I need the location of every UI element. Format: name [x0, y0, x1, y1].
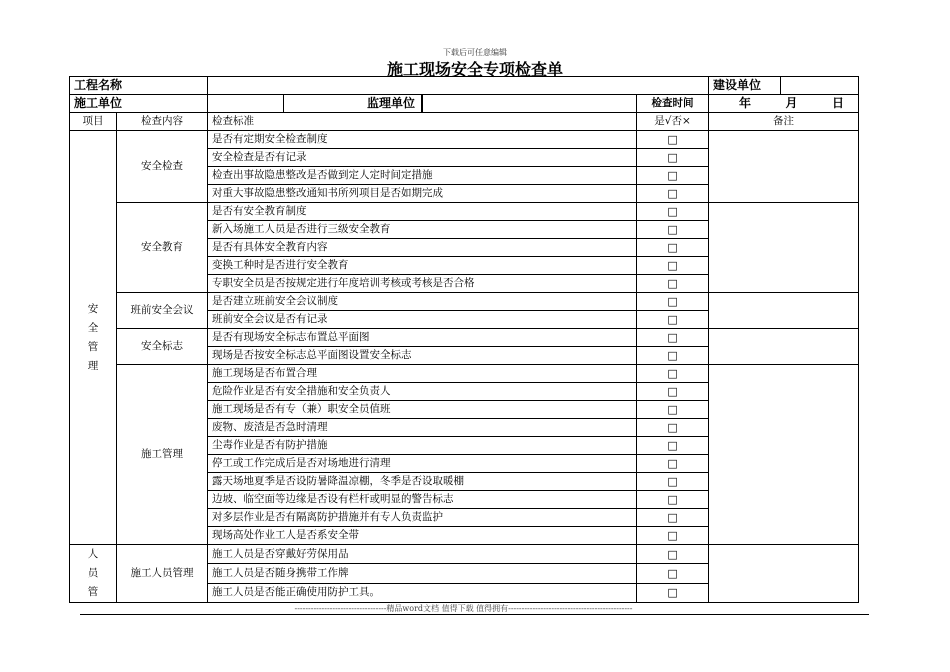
yes-no-checkbox[interactable]: □: [637, 185, 709, 203]
yes-no-checkbox[interactable]: □: [637, 383, 709, 401]
check-standard-text: 施工现场是否有专（兼）职安全员值班: [208, 401, 637, 419]
yes-no-checkbox[interactable]: □: [637, 365, 709, 383]
yes-no-checkbox[interactable]: □: [637, 239, 709, 257]
check-standard-text: 边坡、临空面等边缘是否设有栏杆或明显的警告标志: [208, 491, 637, 509]
footer-text: ----------------------------------精品word文档 值得下载 值得拥有----------------------------------------------: [294, 604, 633, 613]
table-row: [70, 131, 859, 149]
project-name-value[interactable]: [208, 77, 709, 95]
project-name-label: 工程名称: [70, 77, 208, 95]
check-content-label: 安全标志: [117, 329, 208, 365]
supervision-unit-value[interactable]: [423, 95, 636, 112]
remark-cell[interactable]: [709, 545, 859, 603]
check-content-label: 施工管理: [117, 365, 208, 545]
yes-no-checkbox[interactable]: □: [637, 564, 709, 583]
col-remark: 备注: [709, 113, 859, 131]
check-standard-text: 新入场施工人员是否进行三级安全教育: [208, 221, 637, 239]
check-standard-text: 施工人员是否能正确使用防护工具。: [208, 583, 637, 602]
yes-no-checkbox[interactable]: □: [637, 329, 709, 347]
check-standard-text: 检查出事故隐患整改是否做到定人定时间定措施: [208, 167, 637, 185]
check-content-label: 安全检查: [117, 131, 208, 203]
table-row: [70, 329, 859, 347]
section-item-label: [70, 545, 117, 603]
col-standard: 检查标准: [208, 113, 637, 131]
yes-no-checkbox[interactable]: □: [637, 167, 709, 185]
yes-no-checkbox[interactable]: □: [637, 527, 709, 545]
remark-cell[interactable]: [709, 131, 859, 203]
check-standard-text: 对重大事故隐患整改通知书所列项目是否如期完成: [208, 185, 637, 203]
check-standard-text: 停工或工作完成后是否对场地进行清理: [208, 455, 637, 473]
section-item-label: [70, 131, 117, 545]
check-standard-text: 废物、废渣是否急时清理: [208, 419, 637, 437]
yes-no-checkbox[interactable]: □: [637, 509, 709, 527]
check-standard-text: 是否有定期安全检查制度: [208, 131, 637, 149]
col-yesno: 是√否×: [637, 113, 709, 131]
remark-cell[interactable]: [709, 365, 859, 545]
check-standard-text: 现场是否按安全标志总平面图设置安全标志: [208, 347, 637, 365]
check-standard-text: 是否有安全教育制度: [208, 203, 637, 221]
yes-no-checkbox[interactable]: □: [637, 293, 709, 311]
check-standard-text: 班前安全会议是否有记录: [208, 311, 637, 329]
check-standard-text: 对多层作业是否有隔离防护措施并有专人负责监护: [208, 509, 637, 527]
page-title: 施工现场安全专项检查单: [386, 60, 563, 79]
yes-no-checkbox[interactable]: □: [637, 131, 709, 149]
yes-no-checkbox[interactable]: □: [637, 347, 709, 365]
check-standard-text: 危险作业是否有安全措施和安全负责人: [208, 383, 637, 401]
supervision-unit-label: 监理单位: [367, 96, 416, 110]
yes-no-checkbox[interactable]: □: [637, 203, 709, 221]
build-unit-label: 建设单位: [709, 77, 781, 94]
construction-unit-value[interactable]: [208, 95, 284, 112]
section-item-text: 人员管: [87, 548, 99, 598]
remark-cell[interactable]: [709, 293, 859, 329]
col-content: 检查内容: [117, 113, 208, 131]
yes-no-checkbox[interactable]: □: [637, 437, 709, 455]
check-standard-text: 是否有现场安全标志布置总平面图: [208, 329, 637, 347]
yes-no-checkbox[interactable]: □: [637, 545, 709, 564]
yes-no-checkbox[interactable]: □: [637, 401, 709, 419]
year-label: 年: [739, 96, 752, 110]
check-content-label: 施工人员管理: [117, 545, 208, 603]
remark-cell[interactable]: [709, 329, 859, 365]
check-standard-text: 是否有具体安全教育内容: [208, 239, 637, 257]
check-standard-text: 安全检查是否有记录: [208, 149, 637, 167]
watermark-text: 下载后可任意编辑: [443, 48, 507, 57]
check-standard-text: 专职安全员是否按规定进行年度培训考核或考核是否合格: [208, 275, 637, 293]
table-row: [70, 365, 859, 383]
check-date[interactable]: [709, 95, 859, 113]
build-unit-value[interactable]: [781, 77, 858, 94]
yes-no-checkbox[interactable]: □: [637, 311, 709, 329]
check-content-label: 安全教育: [117, 203, 208, 293]
check-content-label: 班前安全会议: [117, 293, 208, 329]
check-standard-text: 是否建立班前安全会议制度: [208, 293, 637, 311]
check-standard-text: 施工人员是否随身携带工作牌: [208, 564, 637, 583]
check-time-label: 检查时间: [637, 95, 709, 113]
yes-no-checkbox[interactable]: □: [637, 221, 709, 239]
construction-unit-label: 施工单位: [70, 95, 208, 113]
yes-no-checkbox[interactable]: □: [637, 149, 709, 167]
section-item-text: 安全管理: [87, 302, 99, 372]
check-standard-text: 施工人员是否穿戴好劳保用品: [208, 545, 637, 564]
check-standard-text: 露天场地夏季是否设防暑降温凉棚，冬季是否设取暖棚: [208, 473, 637, 491]
header-row-units: [70, 95, 859, 113]
check-standard-text: 变换工种时是否进行安全教育: [208, 257, 637, 275]
yes-no-checkbox[interactable]: □: [637, 473, 709, 491]
yes-no-checkbox[interactable]: □: [637, 275, 709, 293]
check-standard-text: 现场高处作业工人是否系安全带: [208, 527, 637, 545]
check-standard-text: 尘毒作业是否有防护措施: [208, 437, 637, 455]
column-header-row: [70, 113, 859, 131]
yes-no-checkbox[interactable]: □: [637, 583, 709, 602]
yes-no-checkbox[interactable]: □: [637, 455, 709, 473]
yes-no-checkbox[interactable]: □: [637, 419, 709, 437]
footer-rule: [80, 614, 869, 615]
inspection-table: [69, 76, 859, 603]
col-item: 项目: [70, 113, 117, 131]
table-row: [70, 545, 859, 564]
check-standard-text: 施工现场是否布置合理: [208, 365, 637, 383]
table-row: [70, 203, 859, 221]
yes-no-checkbox[interactable]: □: [637, 257, 709, 275]
month-label: 月: [785, 96, 798, 110]
yes-no-checkbox[interactable]: □: [637, 491, 709, 509]
table-row: [70, 293, 859, 311]
remark-cell[interactable]: [709, 203, 859, 293]
day-label: 日: [831, 96, 844, 110]
header-row-project: [70, 77, 859, 95]
